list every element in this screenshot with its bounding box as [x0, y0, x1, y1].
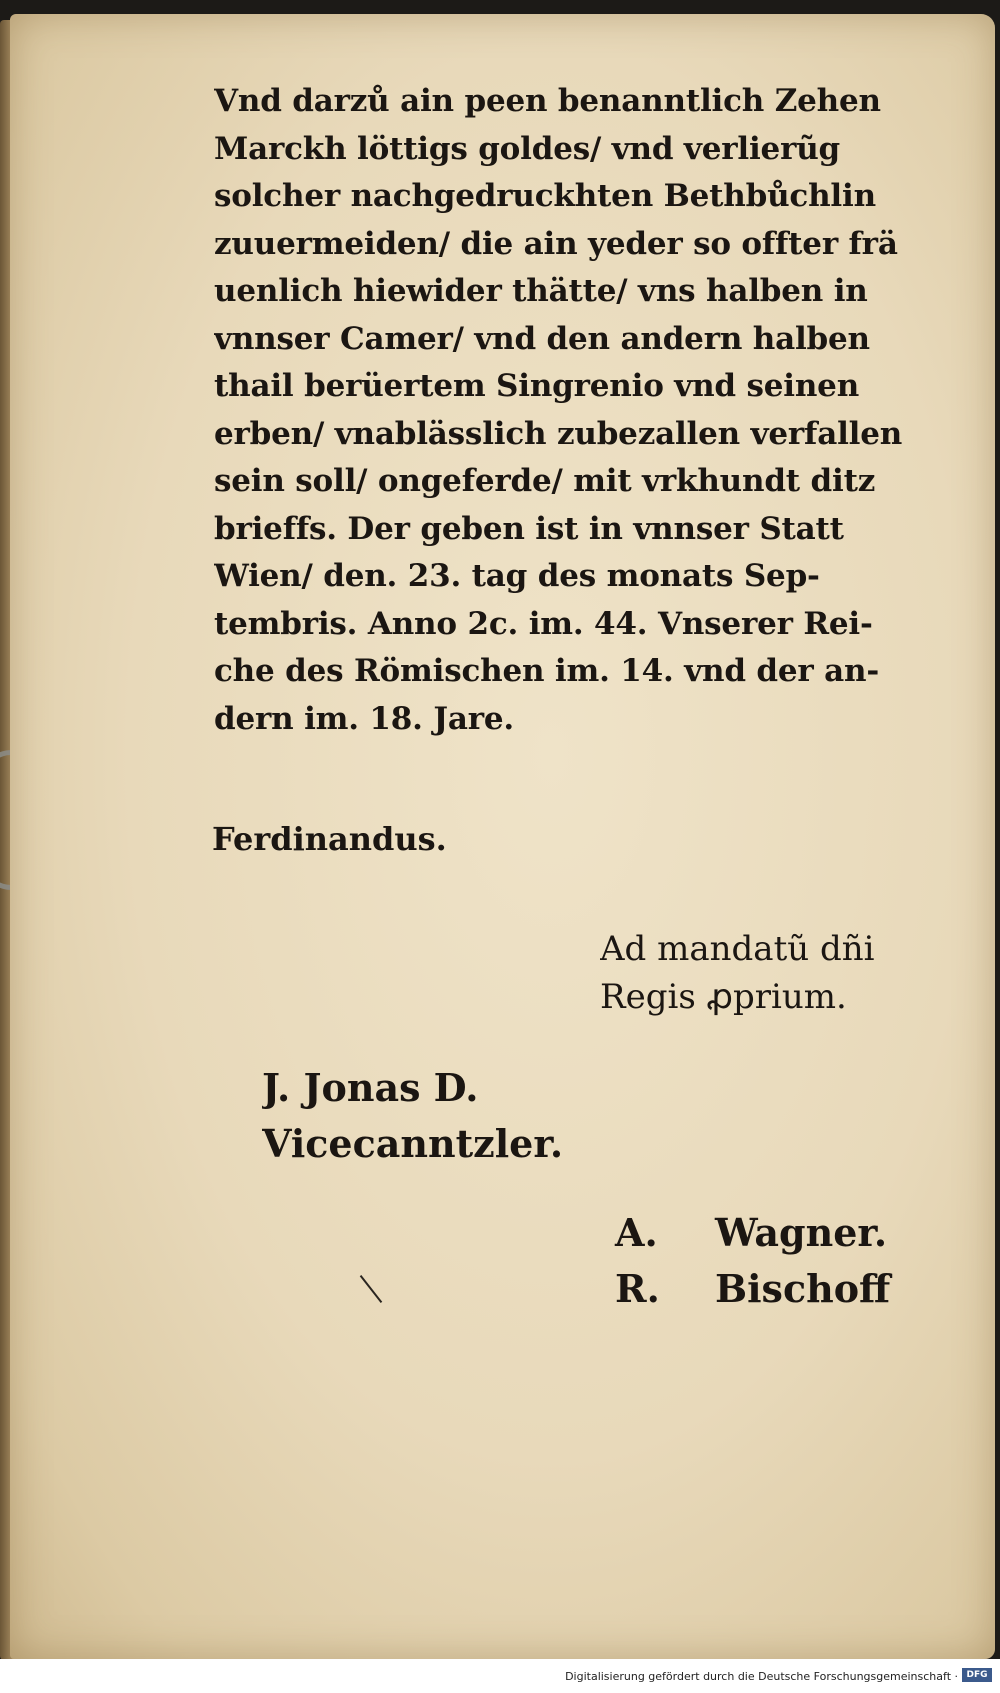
body-line: brieffs. Der geben ist in vnnser Statt [214, 510, 844, 547]
signature-row [615, 1205, 890, 1261]
jonas-line: J. Jonas D. [262, 1065, 479, 1110]
body-line: Wien/ den. 23. tag des monats Sep- [214, 558, 820, 594]
body-line: vnnser Camer/ vnd den andern halben [214, 320, 870, 357]
body-line: zuuermeiden/ die ain yeder so offter frä [214, 225, 898, 262]
signature-jonas [262, 1060, 563, 1172]
body-line: dern im. 18. Jare. [214, 700, 514, 737]
mandate-note [600, 925, 874, 1021]
mandate-line: Ad mandatũ dñi [600, 929, 875, 969]
signature-ferdinandus: Ferdinandus. [212, 820, 447, 858]
mandate-line: Regis ꝓprium. [600, 977, 847, 1017]
body-line: thail berüertem Singrenio vnd seinen [214, 368, 860, 404]
body-line: che des Römischen im. 14. vnd der an- [214, 653, 880, 689]
footer-credit: Digitalisierung gefördert durch die Deutsche Forschungsgemeinschaft · [565, 1670, 958, 1683]
signature-initial: A. [615, 1210, 658, 1255]
body-text [214, 78, 914, 743]
body-line: sein soll/ ongeferde/ mit vrkhundt ditz [214, 463, 876, 499]
dfg-logo: DFG [962, 1668, 992, 1682]
signature-row [615, 1261, 890, 1317]
jonas-line: Vicecanntzler. [262, 1121, 564, 1166]
body-line: solcher nachgedruckhten Bethbůchlin [214, 178, 876, 214]
body-line: Vnd darzů ain peen benanntlich Zehen [214, 83, 881, 119]
body-line: erben/ vnablässlich zubezallen verfallen [214, 415, 903, 452]
body-line: tembris. Anno 2c. im. 44. Vnserer Rei- [214, 605, 873, 642]
signature-wagner-bischoff [615, 1205, 890, 1317]
signature-surname: Bischoff [715, 1266, 891, 1311]
signature-initial: R. [615, 1266, 660, 1311]
body-line: uenlich hiewider thätte/ vns halben in [214, 273, 868, 309]
signature-surname: Wagner. [715, 1210, 888, 1255]
body-line: Marckh löttigs goldes/ vnd verlierũg [214, 130, 841, 167]
